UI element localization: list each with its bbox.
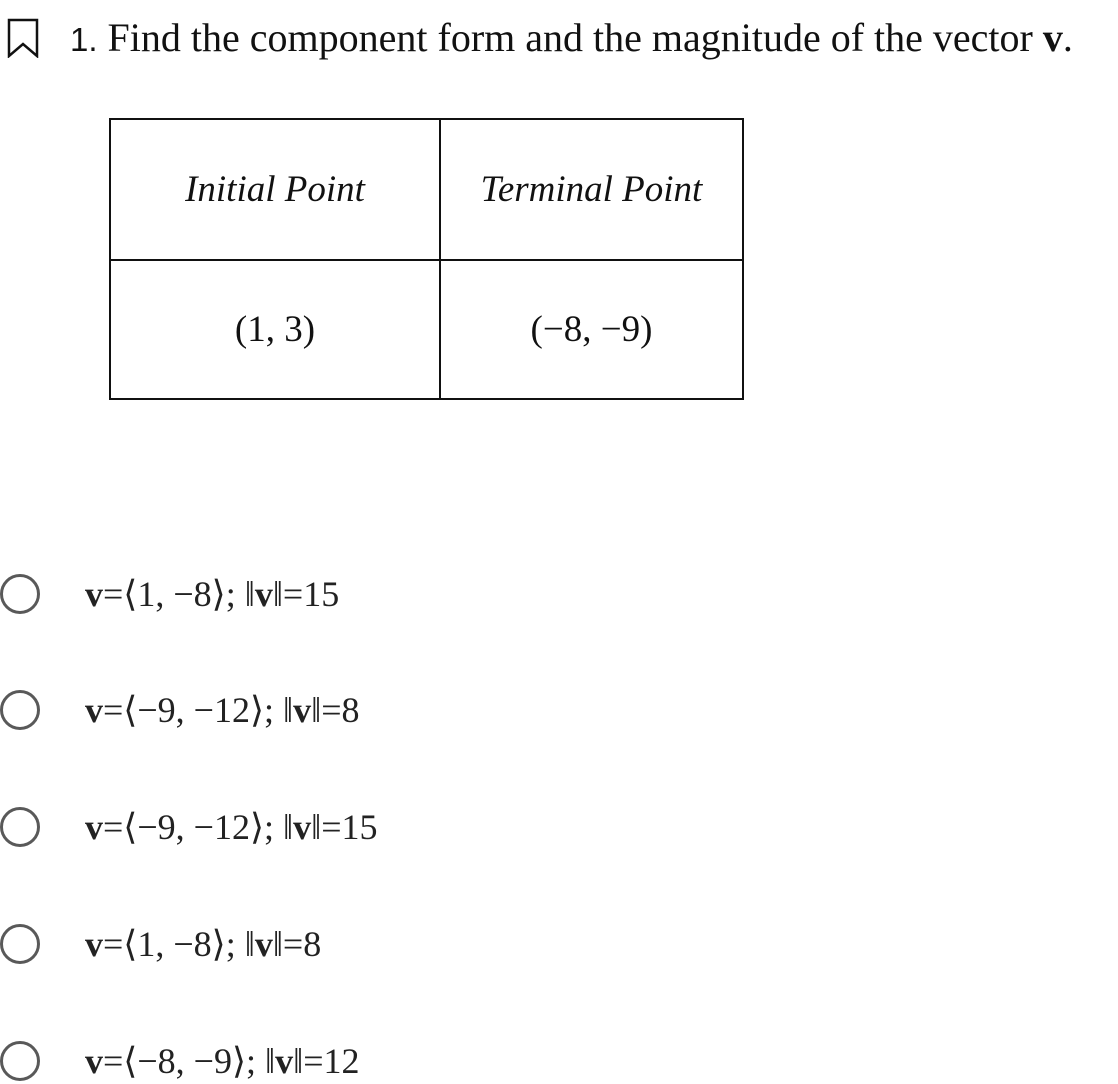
radio-button[interactable] <box>0 924 40 964</box>
prompt-vector: v <box>1042 15 1063 60</box>
option-text-prefix: =⟨−9, −12⟩; ‖ <box>103 807 294 847</box>
answer-option-1[interactable] <box>0 568 700 632</box>
radio-button[interactable] <box>0 807 40 847</box>
option-label <box>85 1035 360 1084</box>
answer-option-3[interactable] <box>0 801 700 865</box>
option-text-suffix: ‖=12 <box>293 1041 360 1081</box>
radio-button[interactable] <box>0 1041 40 1081</box>
answer-option-2[interactable] <box>0 684 700 748</box>
initial-point-header: Initial Point <box>110 119 440 260</box>
vector-symbol: v <box>275 1041 294 1081</box>
prompt-suffix: . <box>1062 15 1073 60</box>
terminal-point-header: Terminal Point <box>440 119 743 260</box>
option-text-prefix: =⟨−8, −9⟩; ‖ <box>103 1041 276 1081</box>
vector-symbol: v <box>85 690 103 730</box>
question-header <box>0 10 1118 66</box>
radio-button[interactable] <box>0 690 40 730</box>
vector-symbol: v <box>85 574 103 614</box>
vector-symbol: v <box>293 807 312 847</box>
vector-symbol: v <box>85 924 103 964</box>
table-row <box>110 260 743 399</box>
vector-symbol: v <box>254 924 273 964</box>
points-table <box>109 118 744 400</box>
vector-symbol: v <box>254 574 273 614</box>
vector-symbol: v <box>85 807 103 847</box>
vector-symbol: v <box>85 1041 103 1081</box>
question-text <box>70 14 1073 64</box>
answer-option-5[interactable] <box>0 1035 700 1084</box>
initial-point-value: (1, 3) <box>110 260 440 399</box>
option-text-prefix: =⟨−9, −12⟩; ‖ <box>103 690 294 730</box>
terminal-point-value: (−8, −9) <box>440 260 743 399</box>
option-text-suffix: ‖=15 <box>311 807 378 847</box>
option-text-suffix: ‖=8 <box>272 924 322 964</box>
answer-option-4[interactable] <box>0 918 700 982</box>
radio-button[interactable] <box>0 574 40 614</box>
vector-symbol: v <box>293 690 312 730</box>
option-text-prefix: =⟨1, −8⟩; ‖ <box>103 574 255 614</box>
option-text-suffix: ‖=8 <box>311 690 360 730</box>
bookmark-icon[interactable] <box>6 18 40 58</box>
option-label <box>85 568 339 620</box>
prompt-prefix: Find the component form and the magnitude of the vector <box>107 15 1043 60</box>
question-prompt <box>108 15 1073 60</box>
option-label <box>85 684 360 736</box>
option-text-suffix: ‖=15 <box>272 574 340 614</box>
option-label <box>85 801 378 853</box>
option-text-prefix: =⟨1, −8⟩; ‖ <box>103 924 255 964</box>
question-number: 1. <box>70 21 98 58</box>
option-label <box>85 918 321 970</box>
table-header-row <box>110 119 743 260</box>
